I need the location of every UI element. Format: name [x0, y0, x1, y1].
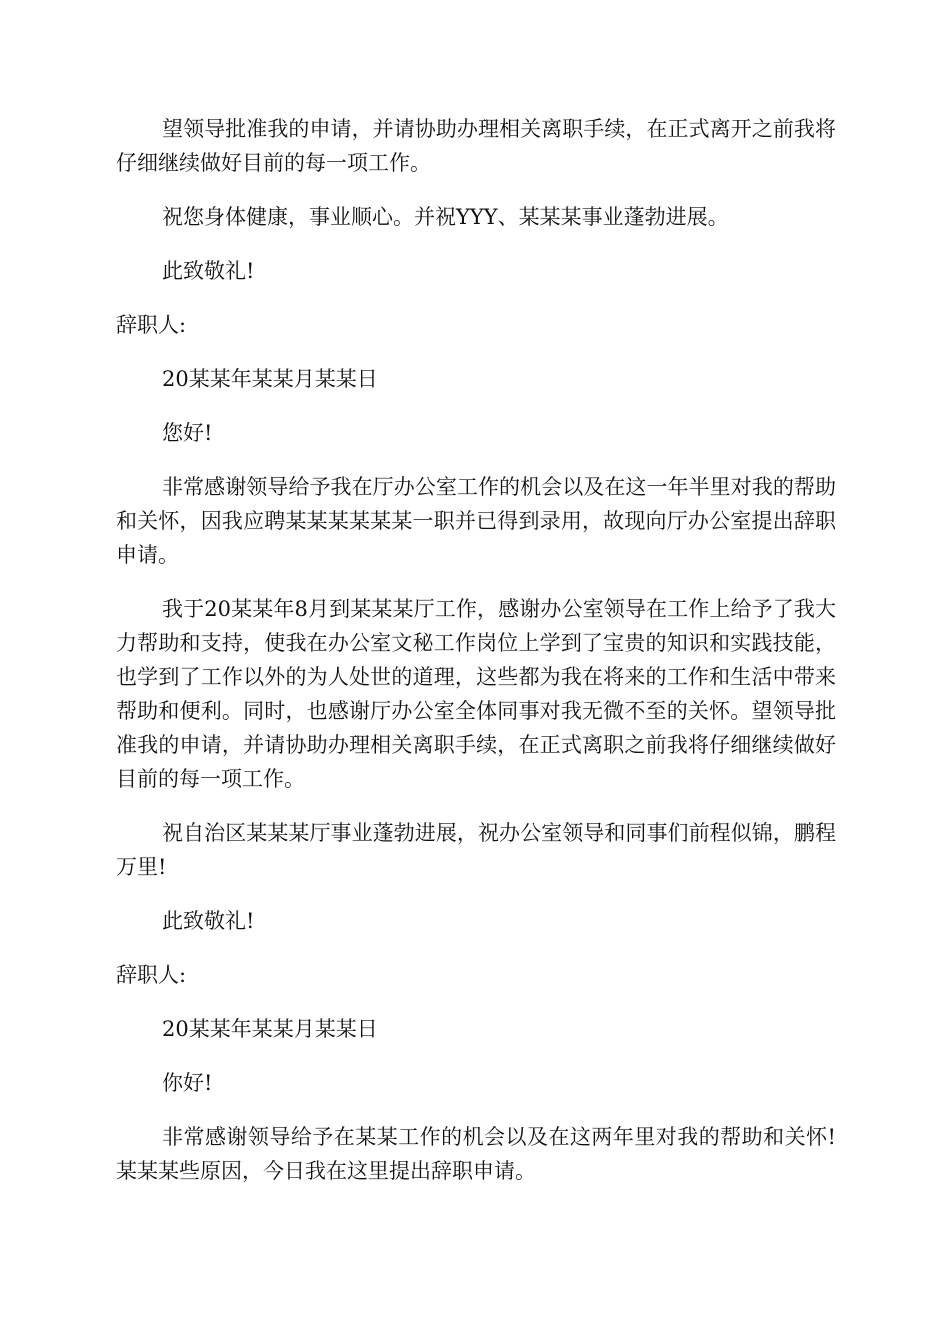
- paragraph-blessing: 祝自治区某某某厅事业蓬勃进展，祝办公室领导和同事们前程似锦，鹏程万里!: [116, 821, 836, 879]
- paragraph-thanks-intro-2: 非常感谢领导给予在某某工作的机会以及在这两年里对我的帮助和关怀!某某某些原因，今日我在这里提出辞职申请。: [116, 1125, 836, 1183]
- paragraph-date-2: 20某某年某某月某某日: [162, 1017, 378, 1041]
- paragraph-greeting-2: 你好!: [162, 1071, 213, 1095]
- paragraph-date: 20某某年某某月某某日: [162, 367, 378, 391]
- document-page: [116, 112, 836, 1208]
- paragraph-resigner-label-2: 辞职人:: [116, 963, 187, 987]
- paragraph-wishes: 祝您身体健康，事业顺心。并祝YYY、某某某事业蓬勃进展。: [162, 205, 729, 229]
- paragraph-thanks-intro: 非常感谢领导给予我在厅办公室工作的机会以及在这一年半里对我的帮助和关怀，因我应聘某某某某某某一职并已得到录用，故现向厅办公室提出辞职申请。: [116, 475, 836, 567]
- paragraph-approval-request: 望领导批准我的申请，并请协助办理相关离职手续，在正式离开之前我将仔细继续做好目前的每一项工作。: [116, 117, 836, 175]
- paragraph-greeting: 您好!: [162, 421, 213, 445]
- paragraph-salutation-closing: 此致敬礼!: [162, 259, 255, 283]
- paragraph-resigner-label: 辞职人:: [116, 313, 187, 337]
- paragraph-salutation-closing-2: 此致敬礼!: [162, 909, 255, 933]
- paragraph-work-history: 我于20某某年8月到某某某厅工作，感谢办公室领导在工作上给予了我大力帮助和支持，使我在办公室文秘工作岗位上学到了宝贵的知识和实践技能，也学到了工作以外的为人处世的道理，这些都为我在将来的工作和生活中带来帮助和便利。同时，也感谢厅办公室全体同事对我无微不至的关怀。望领导批准我的申请，并请协助办理相关离职手续，在正式离职之前我将仔细继续做好目前的每一项工作。: [116, 597, 836, 791]
